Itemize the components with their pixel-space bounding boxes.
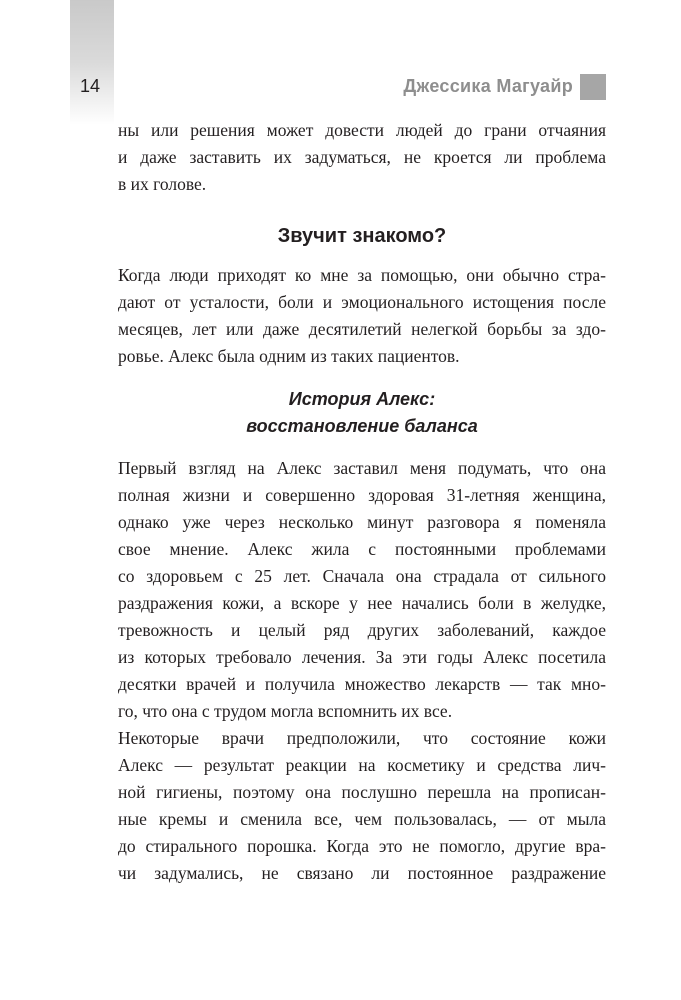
text-line: со здоровьем с 25 лет. Сначала она страдала от сильного [118, 566, 606, 586]
text-line: ровье. Алекс была одним из таких пациентов. [118, 346, 460, 366]
story-subheading [118, 386, 606, 440]
text-line: Некоторые врачи предположили, что состояние кожи [118, 728, 606, 748]
text-line: ной гигиены, поэтому она послушно перешла на прописан- [118, 782, 606, 802]
text-line: Когда люди приходят ко мне за помощью, они обычно стра- [118, 265, 606, 285]
text-line: ны или решения может довести людей до грани отчаяния [118, 120, 606, 140]
text-line: тревожность и целый ряд других заболеваний, каждое [118, 620, 606, 640]
text-line: чи задумались, не связано ли постоянное раздражение [118, 863, 606, 883]
page-tab-marker [70, 0, 114, 125]
page-number: 14 [80, 76, 101, 96]
text-line: Алекс — результат реакции на косметику и средства лич- [118, 755, 606, 775]
section-heading: Звучит знакомо? [277, 225, 447, 247]
text-line: свое мнение. Алекс жила с постоянными проблемами [118, 539, 606, 559]
subheading-line-1: История Алекс: [288, 389, 436, 409]
text-line: ные кремы и сменила все, чем пользовалась, — от мыла [118, 809, 606, 829]
paragraph-intro [118, 262, 606, 370]
text-line: полная жизни и совершенно здоровая 31-летняя женщина, [118, 485, 606, 505]
running-head-author: Джессика Магуайр [403, 76, 573, 96]
text-line: дают от усталости, боли и эмоционального истощения после [118, 292, 606, 312]
text-line: и даже заставить их задуматься, не кроется ли проблема [118, 147, 606, 167]
text-line: из которых требовало лечения. За эти годы Алекс посетила [118, 647, 606, 667]
paragraph-continued [118, 117, 606, 198]
text-line: десятки врачей и получила множество лекарств — так мно- [118, 674, 606, 694]
text-line: в их голове. [118, 174, 207, 194]
paragraph-doctors [118, 725, 606, 887]
text-line: го, что она с трудом могла вспомнить их все. [118, 701, 453, 721]
text-line: Первый взгляд на Алекс заставил меня подумать, что она [118, 458, 606, 478]
text-line: однако уже через несколько минут разговора я поменяла [118, 512, 606, 532]
header-square-marker [580, 74, 606, 100]
subheading-line-2: восстановление баланса [246, 416, 478, 436]
text-line: до стирального порошка. Когда это не помогло, другие вра- [118, 836, 606, 856]
paragraph-story [118, 455, 606, 725]
text-line: месяцев, лет или даже десятилетий нелегкой борьбы за здо- [118, 319, 606, 339]
text-line: раздражения кожи, а вскоре у нее начались боли в желудке, [118, 593, 606, 613]
